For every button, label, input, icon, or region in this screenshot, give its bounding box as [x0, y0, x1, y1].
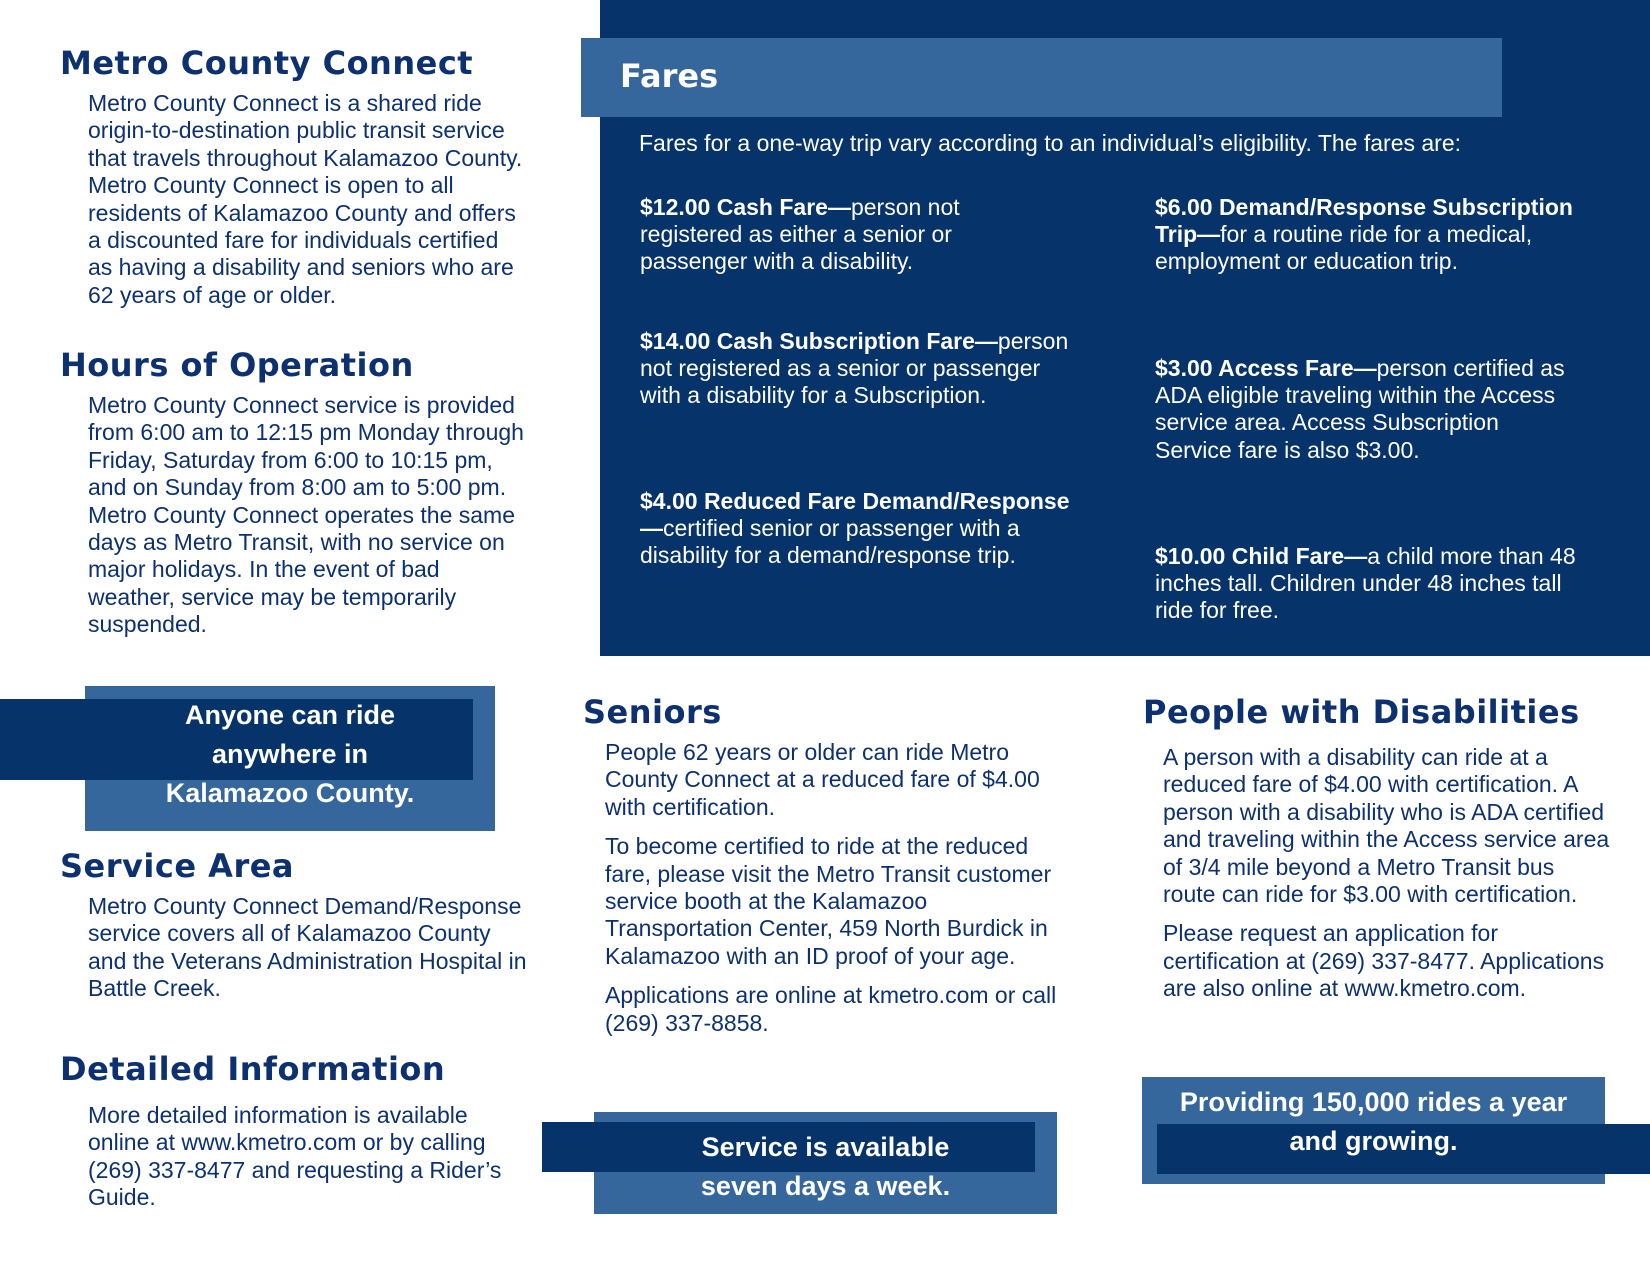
- fare-child: [1155, 543, 1595, 625]
- fare-label: $6.00 Demand/Response Subscription Trip—: [1155, 194, 1573, 248]
- fare-access: [1155, 355, 1575, 464]
- callout-150000-rides: [1142, 1083, 1605, 1161]
- connect-body: Metro County Connect is a shared ride origin-to-destination public transit service that travels throughout Kalamazoo County. Metro County Connect is open to all residents of Kalamazoo County and offers a discounted fare for individuals certified as having a disability and seniors who are 62 years of age or older.: [88, 90, 523, 308]
- disabilities-paragraph: Please request an application for certification at (269) 337-8477. Applications are also online at www.kmetro.com.: [1163, 920, 1605, 1002]
- callout-anyone-can-ride: [85, 696, 495, 813]
- detailed-body: More detailed information is available online at www.kmetro.com or by calling (269) 337-8477 and requesting a Rider’s Guide.: [88, 1102, 502, 1211]
- callout-seven-days: [594, 1128, 1057, 1206]
- seniors-paragraph: To become certified to ride at the reduced fare, please visit the Metro Transit customer service booth at the Kalamazoo Transportation Center, 459 North Burdick in Kalamazoo with an ID proof of your age.: [605, 833, 1052, 969]
- fares-intro: Fares for a one-way trip vary according to an individual’s eligibility. The fares are:: [639, 130, 1462, 156]
- fare-label: $4.00 Reduced Fare Demand/Response—: [640, 488, 1070, 542]
- fares-header-bar: [581, 38, 1502, 117]
- callout-line: and growing.: [1289, 1126, 1458, 1156]
- fare-label: $12.00 Cash Fare—: [640, 194, 851, 220]
- callout-line: Providing 150,000 rides a year: [1179, 1087, 1568, 1117]
- disabilities-title: People with Disabilities: [1143, 693, 1580, 731]
- fare-text: person not registered as a senior or passenger with a disability for a Subscription.: [640, 328, 1069, 409]
- fare-cash-subscription: [640, 328, 1070, 410]
- callout-line: Kalamazoo County.: [165, 778, 415, 808]
- detailed-title: Detailed Information: [60, 1050, 446, 1088]
- fare-text: certified senior or passenger with a disability for a demand/response trip.: [640, 515, 1020, 569]
- fare-label: $14.00 Cash Subscription Fare—: [640, 328, 998, 354]
- fare-text: for a routine ride for a medical, employment or education trip.: [1155, 221, 1533, 275]
- seniors-body: [605, 739, 1075, 1049]
- fare-cash: [640, 194, 1040, 276]
- hours-title: Hours of Operation: [60, 346, 414, 384]
- fare-text: person not registered as either a senior or passenger with a disability.: [640, 194, 960, 275]
- hours-body: Metro County Connect service is provided from 6:00 am to 12:15 pm Monday through Friday, Saturday from 6:00 to 10:15 pm, and on Sunday from 8:00 am to 5:00 pm. Metro County Connect operates the same days as Metro Transit, with no service on major holidays. In the event of bad weather, service may be temporarily suspended.: [88, 392, 524, 638]
- callout-line: seven days a week.: [700, 1171, 951, 1201]
- callout-line: Service is available: [701, 1132, 950, 1162]
- fare-label: $10.00 Child Fare—: [1155, 543, 1368, 569]
- fare-text: a child more than 48 inches tall. Children under 48 inches tall ride for free.: [1155, 543, 1576, 624]
- disabilities-body: [1163, 744, 1613, 1015]
- connect-title: Metro County Connect: [60, 44, 474, 82]
- fare-demand-subscription: [1155, 194, 1595, 276]
- service-area-title: Service Area: [60, 847, 295, 885]
- disabilities-paragraph: A person with a disability can ride at a reduced fare of $4.00 with certification. A person with a disability who is ADA certified and traveling within the Access service area of 3/4 mile beyond a Metro Transit bus route can ride for $3.00 with certification.: [1163, 744, 1610, 908]
- fare-label: $3.00 Access Fare—: [1155, 355, 1377, 381]
- seniors-paragraph: Applications are online at kmetro.com or call (269) 337-8858.: [605, 982, 1057, 1036]
- callout-line: anywhere in: [211, 739, 369, 769]
- callout-line: Anyone can ride: [184, 700, 396, 730]
- seniors-paragraph: People 62 years or older can ride Metro County Connect at a reduced fare of $4.00 with certification.: [605, 739, 1040, 820]
- fares-title: Fares: [620, 57, 719, 95]
- fare-reduced: [640, 488, 1070, 570]
- fare-text: person certified as ADA eligible traveling within the Access service area. Access Subscription Service fare is also $3.00.: [1155, 355, 1565, 463]
- seniors-title: Seniors: [583, 693, 722, 731]
- service-area-body: Metro County Connect Demand/Response service covers all of Kalamazoo County and the Veterans Administration Hospital in Battle Creek.: [88, 893, 527, 1002]
